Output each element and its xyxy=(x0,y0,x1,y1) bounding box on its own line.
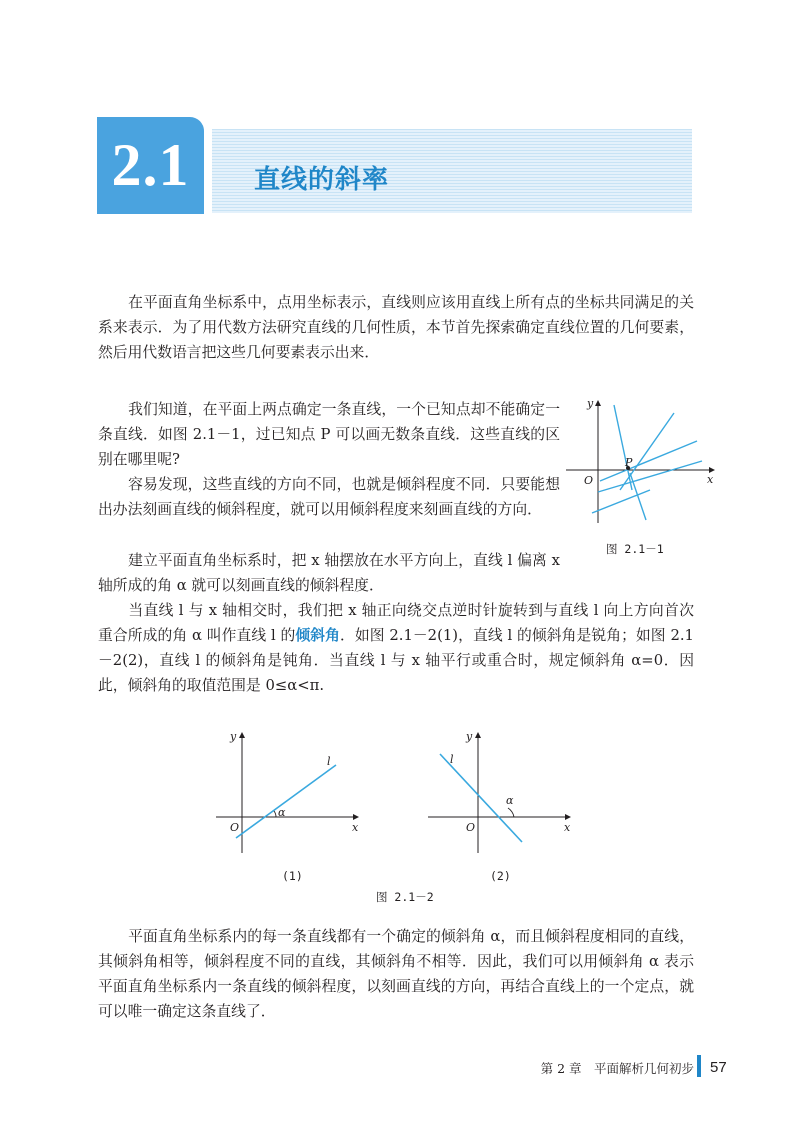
paragraph-axis: 建立平面直角坐标系时，把 x 轴摆放在水平方向上，直线 l 偏离 x 轴所成的角 α 就可以刻画直线的倾斜程度． xyxy=(98,552,560,594)
label-x: x xyxy=(564,821,571,834)
paragraph-direction: 容易发现，这些直线的方向不同，也就是倾斜程度不同．只要能想出办法刻画直线的倾斜程度，就可以用倾斜程度来刻画直线的方向． xyxy=(98,476,560,518)
footer-chapter: 第 2 章 平面解析几何初步 xyxy=(540,1061,694,1076)
label-origin: O xyxy=(584,474,594,487)
angle-arc xyxy=(274,811,276,817)
label-alpha: α xyxy=(506,794,514,807)
figure-2-1-1-caption: 图 2.1－1 xyxy=(606,542,664,556)
figure-2-1-1 xyxy=(562,395,722,525)
line-2 xyxy=(620,413,674,490)
line-4 xyxy=(598,461,702,492)
label-origin: O xyxy=(230,821,240,834)
label-x: x xyxy=(352,821,359,834)
label-x: x xyxy=(707,473,714,486)
footer-divider xyxy=(697,1055,701,1077)
label-y: y xyxy=(466,730,473,743)
intro-paragraph: 在平面直角坐标系中，点用坐标表示，直线则应该用直线上所有点的坐标共同满足的关系来表示．为了用代数方法研究直线的几何性质，本节首先探索确定直线位置的几何要素，然后用代数语言把这些几何要素表示出来． xyxy=(98,294,694,361)
line-5 xyxy=(592,490,650,513)
figure-2-1-2-sub1 xyxy=(208,725,370,855)
paragraph-inclination-definition: 当直线 l 与 x 轴相交时，我们把 x 轴正向绕交点逆时针旋转到与直线 l 向上方向首次重合所成的角 α 叫作直线 l 的倾斜角．如图 2.1－2(1)，直线 l 的倾斜角是锐角；如图 2.1－2(2)，直线 l 的倾斜角是钝角．当直线 l 与 x 轴平行或重合时，规定倾斜角 α=0．因此，倾斜角的取值范围是 0≤α<π. xyxy=(98,602,694,694)
label-y: y xyxy=(587,397,594,410)
line-l xyxy=(236,765,336,838)
label-l: l xyxy=(450,753,454,766)
angle-arc xyxy=(508,808,514,817)
line-3 xyxy=(600,441,697,481)
paragraph-summary: 平面直角坐标系内的每一条直线都有一个确定的倾斜角 α，而且倾斜程度相同的直线，其倾斜角相等，倾斜程度不同的直线，其倾斜角不相等．因此，我们可以用倾斜角 α 表示平面直角坐标系内一条直线的倾斜程度，以刻画直线的方向，再结合直线上的一个定点，就可以唯一确定这条直线了． xyxy=(98,928,694,1020)
figure-2-1-2-caption: 图 2.1－2 xyxy=(376,890,434,904)
label-origin: O xyxy=(466,821,476,834)
paragraph-known-point: 我们知道，在平面上两点确定一条直线，一个已知点却不能确定一条直线．如图 2.1－1，过已知点 P 可以画无数条直线．这些直线的区别在哪里呢? xyxy=(98,401,560,468)
section-number: 2.1 xyxy=(97,117,204,214)
figure-2-1-2-sub1-caption: (1) xyxy=(282,869,303,883)
figure-2-1-2-sub2 xyxy=(420,725,582,855)
label-y: y xyxy=(230,730,237,743)
term-inclination-angle: 倾斜角 xyxy=(295,627,340,644)
section-title: 直线的斜率 xyxy=(254,165,390,195)
page-number: 57 xyxy=(710,1059,727,1076)
label-l: l xyxy=(327,755,331,768)
figure-2-1-2-sub2-caption: (2) xyxy=(490,869,511,883)
label-p: P xyxy=(625,456,633,469)
label-alpha: α xyxy=(278,806,286,819)
